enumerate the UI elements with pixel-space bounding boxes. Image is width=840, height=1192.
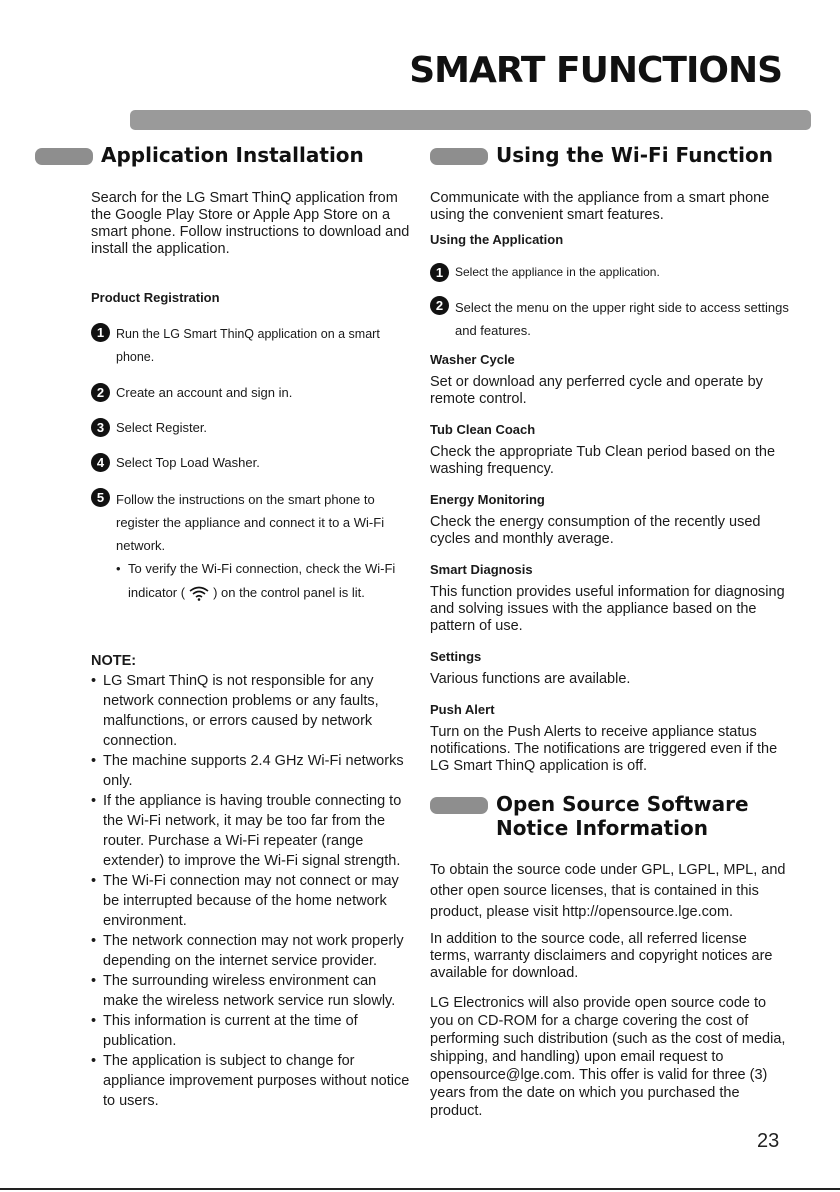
note-label: NOTE: <box>91 653 137 669</box>
section-heading-wifi-function <box>430 143 773 167</box>
feature-text-push-alert: Turn on the Push Alerts to receive appliance status notifications. The notifications are triggered even if the LG Smart ThinQ application is off. <box>430 724 778 774</box>
wifi-verify-text-after: ) on the control panel is lit. <box>213 585 365 600</box>
feature-text-tub-clean: Check the appropriate Tub Clean period based on the washing frequency. <box>430 444 776 477</box>
feature-text-settings: Various functions are available. <box>430 671 631 687</box>
wifi-verify-note <box>116 557 413 609</box>
feature-title-washer-cycle: Washer Cycle <box>430 352 515 367</box>
step-number-badge: 2 <box>430 296 449 315</box>
list-item: • The machine supports 2.4 GHz Wi-Fi networks only. <box>91 751 413 791</box>
feature-title-settings: Settings <box>430 649 482 664</box>
product-registration-heading: Product Registration <box>91 290 220 305</box>
step-text: Select the appliance in the application. <box>455 265 660 279</box>
heading-marker <box>430 797 488 814</box>
step-number-badge: 4 <box>91 453 110 472</box>
step-text: Select the menu on the upper right side to access settings and features. <box>455 300 789 338</box>
section-heading-app-install <box>35 143 364 167</box>
feature-text-smart-diagnosis: This function provides useful information for diagnosing and solving issues with the appliance based on the pattern of use. <box>430 584 785 634</box>
note-list <box>91 671 413 1111</box>
feature-title-energy: Energy Monitoring <box>430 492 545 507</box>
footer-rule <box>0 1188 840 1190</box>
step-text: Follow the instructions on the smart phone to register the appliance and connect it to a Wi-Fi network. <box>116 492 385 553</box>
list-item: • The surrounding wireless environment can make the wireless network service run slowly. <box>91 971 413 1011</box>
step-number-badge: 2 <box>91 383 110 402</box>
feature-text-washer-cycle: Set or download any perferred cycle and operate by remote control. <box>430 374 763 407</box>
step-number-badge: 1 <box>430 263 449 282</box>
section-heading-open-source <box>430 792 749 840</box>
heading-marker <box>430 148 488 165</box>
feature-title-tub-clean: Tub Clean Coach <box>430 422 536 437</box>
app-step-2 <box>430 296 790 342</box>
registration-step-2 <box>91 383 413 402</box>
section-title: Open Source Software Notice Information <box>496 792 749 840</box>
wifi-verify-text-before: To verify the Wi-Fi connection, check the Wi-Fi indicator ( <box>128 561 396 600</box>
list-item: • The network connection may not work properly depending on the internet service provider. <box>91 931 413 971</box>
step-text: Select Register. <box>116 420 208 435</box>
step-number-badge: 5 <box>91 488 110 507</box>
note-section <box>91 651 413 1111</box>
open-source-paragraph: In addition to the source code, all referred license terms, warranty disclaimers and copyright notices are available for download. <box>430 931 773 981</box>
list-item: • The Wi-Fi connection may not connect or may be interrupted because of the home network environment. <box>91 871 413 931</box>
wifi-icon <box>188 585 210 609</box>
wifi-function-intro: Communicate with the appliance from a smart phone using the convenient smart features. <box>430 190 770 223</box>
registration-step-5 <box>91 488 413 557</box>
using-app-heading: Using the Application <box>430 232 564 247</box>
step-number-badge: 3 <box>91 418 110 437</box>
feature-title-push-alert: Push Alert <box>430 702 495 717</box>
registration-step-3 <box>91 418 413 437</box>
feature-title-smart-diagnosis: Smart Diagnosis <box>430 562 533 577</box>
app-install-intro: Search for the LG Smart ThinQ application from the Google Play Store or Apple App Store on a smart phone. Follow instructions to download and install the application. <box>91 190 410 257</box>
step-number-badge: 1 <box>91 323 110 342</box>
open-source-paragraph: LG Electronics will also provide open source code to you on CD-ROM for a charge covering the cost of performing such distribution (such as the cost of media, shipping, and handling) upon email request to opensource@lge.com. This offer is valid for three (3) years from the date on which you purchased the product. <box>430 995 786 1119</box>
registration-step-1 <box>91 323 413 369</box>
list-item: • This information is current at the time of publication. <box>91 1011 413 1051</box>
page-number: 23 <box>757 1130 780 1152</box>
step-text: Create an account and sign in. <box>116 385 293 400</box>
feature-text-energy: Check the energy consumption of the recently used cycles and monthly average. <box>430 514 761 547</box>
list-item <box>116 557 413 609</box>
app-step-1 <box>430 263 790 282</box>
step-text: Select Top Load Washer. <box>116 455 260 470</box>
open-source-section <box>430 860 786 1120</box>
app-install-section <box>91 190 413 609</box>
open-source-paragraph: To obtain the source code under GPL, LGPL, MPL, and other open source licenses, that is contained in this product, please visit http://opensource.lge.com. <box>430 862 786 920</box>
list-item: • LG Smart ThinQ is not responsible for any network connection problems or any faults, malfunctions, or errors caused by network connection. <box>91 671 413 751</box>
heading-marker <box>35 148 93 165</box>
title-divider-bar <box>130 110 811 130</box>
section-title: Application Installation <box>101 143 364 167</box>
list-item: • If the appliance is having trouble connecting to the Wi-Fi network, it may be too far from the router. Purchase a Wi-Fi repeater (range extender) to improve the Wi-Fi signal strength. <box>91 791 413 871</box>
page-title: SMART FUNCTIONS <box>409 50 782 91</box>
registration-step-4 <box>91 453 413 472</box>
wifi-function-section <box>430 190 790 775</box>
section-title: Using the Wi-Fi Function <box>496 143 773 167</box>
list-item: • The application is subject to change for appliance improvement purposes without notice to users. <box>91 1051 413 1111</box>
step-text: Run the LG Smart ThinQ application on a smart phone. <box>116 327 380 364</box>
